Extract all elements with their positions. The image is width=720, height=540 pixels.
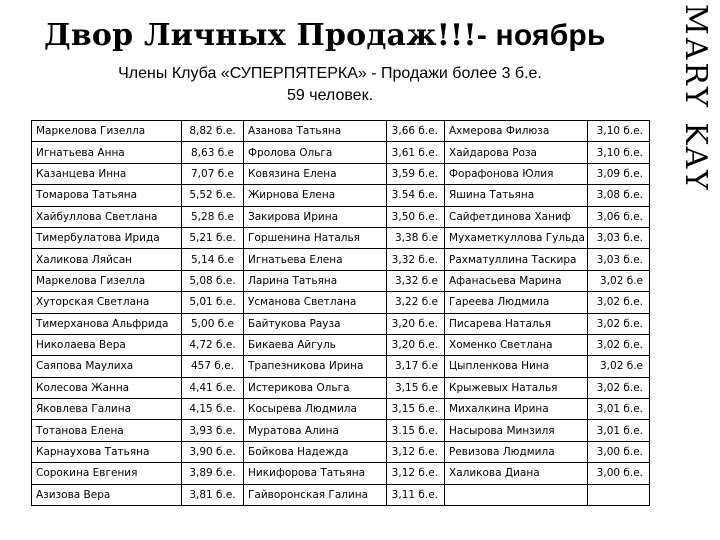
sales-value-cell: 3,02 б.е — [588, 270, 650, 291]
member-name-cell: Ревизова Людмила — [445, 441, 588, 462]
sales-value-cell: 3.54 б.е. — [387, 185, 445, 206]
member-name-cell: Николаева Вера — [32, 334, 182, 355]
member-name-cell: Маркелова Гизелла — [32, 121, 182, 142]
sales-value-cell: 5,28 б.е — [182, 206, 244, 227]
member-name-cell: Гареева Людмила — [445, 292, 588, 313]
member-name-cell: Тимерханова Альфрида — [32, 313, 182, 334]
sales-value-cell: 3,03 б.е. — [588, 249, 650, 270]
member-name-cell: Афанасьева Марина — [445, 270, 588, 291]
table-row — [32, 377, 650, 398]
sales-value-cell: 3,02 б.е. — [588, 313, 650, 334]
member-name-cell: Крыжевых Наталья — [445, 377, 588, 398]
member-count: 59 человек. — [286, 87, 374, 104]
sales-value-cell: 3.15 б.е. — [387, 420, 445, 441]
member-name-cell: Муратова Алина — [244, 420, 387, 441]
table-row — [32, 163, 650, 184]
member-name-cell: Насырова Минзиля — [445, 420, 588, 441]
sales-value-cell: 3,00 б.е. — [588, 441, 650, 462]
sales-value-cell: 7,07 б.е — [182, 163, 244, 184]
sales-value-cell: 3,02 б.е. — [588, 334, 650, 355]
sales-value-cell: 3,03 б.е. — [588, 227, 650, 248]
sales-value-cell: 3,15 б.е. — [387, 399, 445, 420]
table-row — [32, 399, 650, 420]
page-subtitle: Члены Клуба «СУПЕРПЯТЕРКА» - Продажи более 3 б.е. — [118, 65, 542, 82]
sales-value-cell: 3,66 б.е. — [387, 121, 445, 142]
member-name-cell: Карнаухова Татьяна — [32, 441, 182, 462]
sales-value-cell: 3,01 б.е. — [588, 399, 650, 420]
sales-value-cell: 4,41 б.е. — [182, 377, 244, 398]
member-name-cell: Цыпленкова Нина — [445, 356, 588, 377]
member-name-cell: Усманова Светлана — [244, 292, 387, 313]
member-name-cell: Хуторская Светлана — [32, 292, 182, 313]
member-name-cell: Жирнова Елена — [244, 185, 387, 206]
member-name-cell: Байтукова Рауза — [244, 313, 387, 334]
sales-value-cell: 3,90 б.е. — [182, 441, 244, 462]
sales-value-cell: 4,72 б.е. — [182, 334, 244, 355]
member-name-cell: Форафонова Юлия — [445, 163, 588, 184]
member-name-cell: Яковлева Галина — [32, 399, 182, 420]
member-name-cell: Косырева Людмила — [244, 399, 387, 420]
member-name-cell: Яшина Татьяна — [445, 185, 588, 206]
sales-value-cell: 3,10 б.е. — [588, 121, 650, 142]
brand-logo — [674, 0, 714, 250]
table-row — [32, 121, 650, 142]
sales-value-cell: 5,14 б.е — [182, 249, 244, 270]
title-month: - ноябрь — [476, 19, 606, 52]
member-name-cell: Игнатьева Анна — [32, 142, 182, 163]
page-title — [44, 16, 664, 56]
sales-value-cell: 3,00 б.е. — [588, 463, 650, 484]
member-name-cell: Тотанова Елена — [32, 420, 182, 441]
sales-value-cell: 3,08 б.е. — [588, 185, 650, 206]
table-row — [32, 206, 650, 227]
sales-value-cell: 3,81 б.е. — [182, 484, 244, 505]
sales-value-cell: 5,00 б.е — [182, 313, 244, 334]
member-name-cell: Ахмерова Филюза — [445, 121, 588, 142]
table-row — [32, 249, 650, 270]
sales-value-cell — [588, 484, 650, 505]
sales-value-cell: 8,82 б.е. — [182, 121, 244, 142]
sales-value-cell: 457 б.е. — [182, 356, 244, 377]
title-main: Двор Личных Продаж!!! — [44, 18, 477, 53]
member-name-cell: Гайворонская Галина — [244, 484, 387, 505]
member-name-cell: Мухаметкуллова Гульда — [445, 227, 588, 248]
sales-value-cell: 3,32 б.е — [387, 270, 445, 291]
brand-logo-text: MARY KAY — [678, 4, 713, 193]
sales-value-cell: 5,01 б.е. — [182, 292, 244, 313]
member-name-cell: Фролова Ольга — [244, 142, 387, 163]
sales-value-cell: 3,38 б.е — [387, 227, 445, 248]
table-row — [32, 292, 650, 313]
table-row — [32, 484, 650, 505]
sales-value-cell: 3,10 б.е. — [588, 142, 650, 163]
member-name-cell: Трапезникова Ирина — [244, 356, 387, 377]
sales-value-cell: 3,93 б.е. — [182, 420, 244, 441]
member-name-cell: Азанова Татьяна — [244, 121, 387, 142]
table-row — [32, 441, 650, 462]
member-name-cell: Закирова Ирина — [244, 206, 387, 227]
member-name-cell: Сорокина Евгения — [32, 463, 182, 484]
member-name-cell: Хайбуллова Светлана — [32, 206, 182, 227]
table-row — [32, 463, 650, 484]
member-name-cell: Халикова Диана — [445, 463, 588, 484]
table-row — [32, 185, 650, 206]
table-row — [32, 313, 650, 334]
sales-value-cell: 8,63 б.е — [182, 142, 244, 163]
member-name-cell — [445, 484, 588, 505]
sales-value-cell: 3,02 б.е. — [588, 292, 650, 313]
member-name-cell: Хоменко Светлана — [445, 334, 588, 355]
sales-value-cell: 3,12 б.е. — [387, 463, 445, 484]
member-name-cell: Колесова Жанна — [32, 377, 182, 398]
member-name-cell: Горшенина Наталья — [244, 227, 387, 248]
member-name-cell: Ларина Татьяна — [244, 270, 387, 291]
sales-table — [31, 120, 650, 506]
table-row — [32, 142, 650, 163]
table-row — [32, 334, 650, 355]
table-row — [32, 227, 650, 248]
member-name-cell: Сайфетдинова Ханиф — [445, 206, 588, 227]
member-name-cell: Казанцева Инна — [32, 163, 182, 184]
member-name-cell: Истерикова Ольга — [244, 377, 387, 398]
member-name-cell: Азизова Вера — [32, 484, 182, 505]
member-name-cell: Писарева Наталья — [445, 313, 588, 334]
sales-value-cell: 5,08 б.е. — [182, 270, 244, 291]
sales-value-cell: 3,11 б.е. — [387, 484, 445, 505]
sales-value-cell: 3,15 б.е — [387, 377, 445, 398]
sales-value-cell: 3,59 б.е. — [387, 163, 445, 184]
sales-value-cell: 3,02 б.е. — [588, 377, 650, 398]
member-name-cell: Рахматуллина Таскира — [445, 249, 588, 270]
member-name-cell: Бойкова Надежда — [244, 441, 387, 462]
member-name-cell: Михалкина Ирина — [445, 399, 588, 420]
sales-value-cell: 5,52 б.е. — [182, 185, 244, 206]
sales-value-cell: 3,20 б.е. — [387, 334, 445, 355]
sales-value-cell: 5,21 б.е. — [182, 227, 244, 248]
sales-value-cell: 4,15 б.е. — [182, 399, 244, 420]
sales-value-cell: 3,32 б.е. — [387, 249, 445, 270]
member-name-cell: Игнатьева Елена — [244, 249, 387, 270]
sales-value-cell: 3,22 б.е — [387, 292, 445, 313]
member-name-cell: Маркелова Гизелла — [32, 270, 182, 291]
table-row — [32, 270, 650, 291]
member-name-cell: Никифорова Татьяна — [244, 463, 387, 484]
member-name-cell: Саяпова Маулиха — [32, 356, 182, 377]
member-name-cell: Томарова Татьяна — [32, 185, 182, 206]
sales-value-cell: 3,02 б.е — [588, 356, 650, 377]
member-name-cell: Тимербулатова Ирида — [32, 227, 182, 248]
sales-value-cell: 3,61 б.е. — [387, 142, 445, 163]
sales-value-cell: 3,12 б.е. — [387, 441, 445, 462]
sales-value-cell: 3,20 б.е. — [387, 313, 445, 334]
member-name-cell: Халикова Ляйсан — [32, 249, 182, 270]
member-name-cell: Ковязина Елена — [244, 163, 387, 184]
sales-value-cell: 3,09 б.е. — [588, 163, 650, 184]
sales-value-cell: 3,50 б.е. — [387, 206, 445, 227]
table-row — [32, 420, 650, 441]
sales-value-cell: 3,01 б.е. — [588, 420, 650, 441]
sales-value-cell: 3,17 б.е — [387, 356, 445, 377]
sales-table-body — [32, 121, 650, 506]
table-row — [32, 356, 650, 377]
sales-value-cell: 3,89 б.е. — [182, 463, 244, 484]
member-name-cell: Хайдарова Роза — [445, 142, 588, 163]
member-name-cell: Бикаева Айгуль — [244, 334, 387, 355]
sales-value-cell: 3,06 б.е. — [588, 206, 650, 227]
